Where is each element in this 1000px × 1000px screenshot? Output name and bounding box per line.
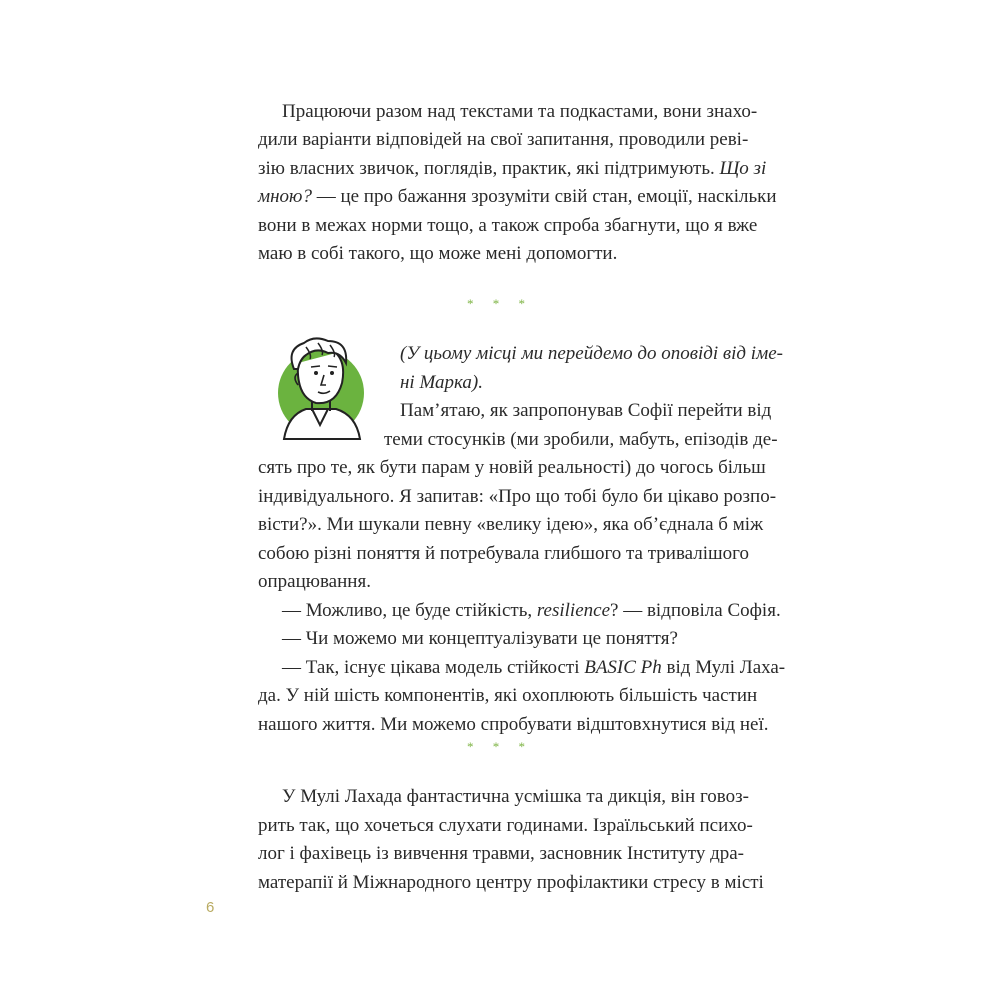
dialogue-line: нашого життя. Ми можемо спробувати відштовхнутися від неї. [258,714,769,735]
paragraph-line: вони в межах норми тощо, а також спроба збагнути, що я вже [258,215,758,236]
paragraph-line: дили варіанти відповідей на свої запитання, проводили реві- [258,129,749,150]
intro-italic-line: ні Марка). [400,372,484,393]
paragraph-line: собою різні поняття й потребувала глибшого та тривалішого [258,543,749,564]
section-separator: * * * [467,296,533,311]
paragraph-line: індивідуального. Я запитав: «Про що тобі було би цікаво розпо- [258,486,777,507]
text-run: від Мулі Лаха- [661,657,786,678]
paragraph-line: вісти?». Ми шукали певну «велику ідею», яка об’єднала б між [258,514,764,535]
dialogue-line: — Чи можемо ми концептуалізувати це поняття? [282,628,678,649]
paragraph-line: матерапії й Міжнародного центру профілактики стресу в місті [258,872,764,893]
text-run-italic: resilience [536,600,611,621]
paragraph-line [258,155,767,184]
text-run: — Можливо, це буде стійкість, [282,600,537,621]
paragraph-line: рить так, що хочеться слухати годинами. Ізраїльський психо- [258,815,753,836]
text-run-italic: BASIC Ph [584,657,662,678]
paragraph-line: У Мулі Лахада фантастична усмішка та дикція, він говоз- [282,786,749,807]
text-run: ? — відповіла Софія. [610,600,781,621]
page-number: 6 [206,899,215,916]
text-run: зію власних звичок, поглядів, практик, які підтримують. [258,158,715,179]
dialogue-line [282,597,781,626]
paragraph-line: лог і фахівець із вивчення травми, засновник Інституту дра- [258,843,745,864]
paragraph-line: Працюючи разом над текстами та подкастами, вони знахо- [282,101,758,122]
text-run: — це про бажання зрозуміти свій стан, емоції, наскільки [311,186,777,207]
man-portrait-icon [266,333,372,441]
paragraph-line: опрацювання. [258,571,371,592]
intro-italic-line: (У цьому місці ми перейдемо до оповіді від іме- [400,343,783,364]
paragraph-line: маю в собі такого, що може мені допомогти. [258,243,618,264]
text-run-italic: Що зі [719,158,767,179]
dialogue-line [282,654,786,683]
text-run: — Так, існує цікава модель стійкості [282,657,585,678]
text-run-italic: мною? [258,186,312,207]
paragraph-line [258,183,777,212]
dialogue-line: да. У ній шість компонентів, які охоплюють більшість частин [258,685,758,706]
section-separator: * * * [467,739,533,754]
paragraph-line: теми стосунків (ми зробили, мабуть, епізодів де- [384,429,778,450]
paragraph-line: Пам’ятаю, як запропонував Софії перейти від [400,400,772,421]
paragraph-line: сять про те, як бути парам у новій реальності) до чогось більш [258,457,766,478]
